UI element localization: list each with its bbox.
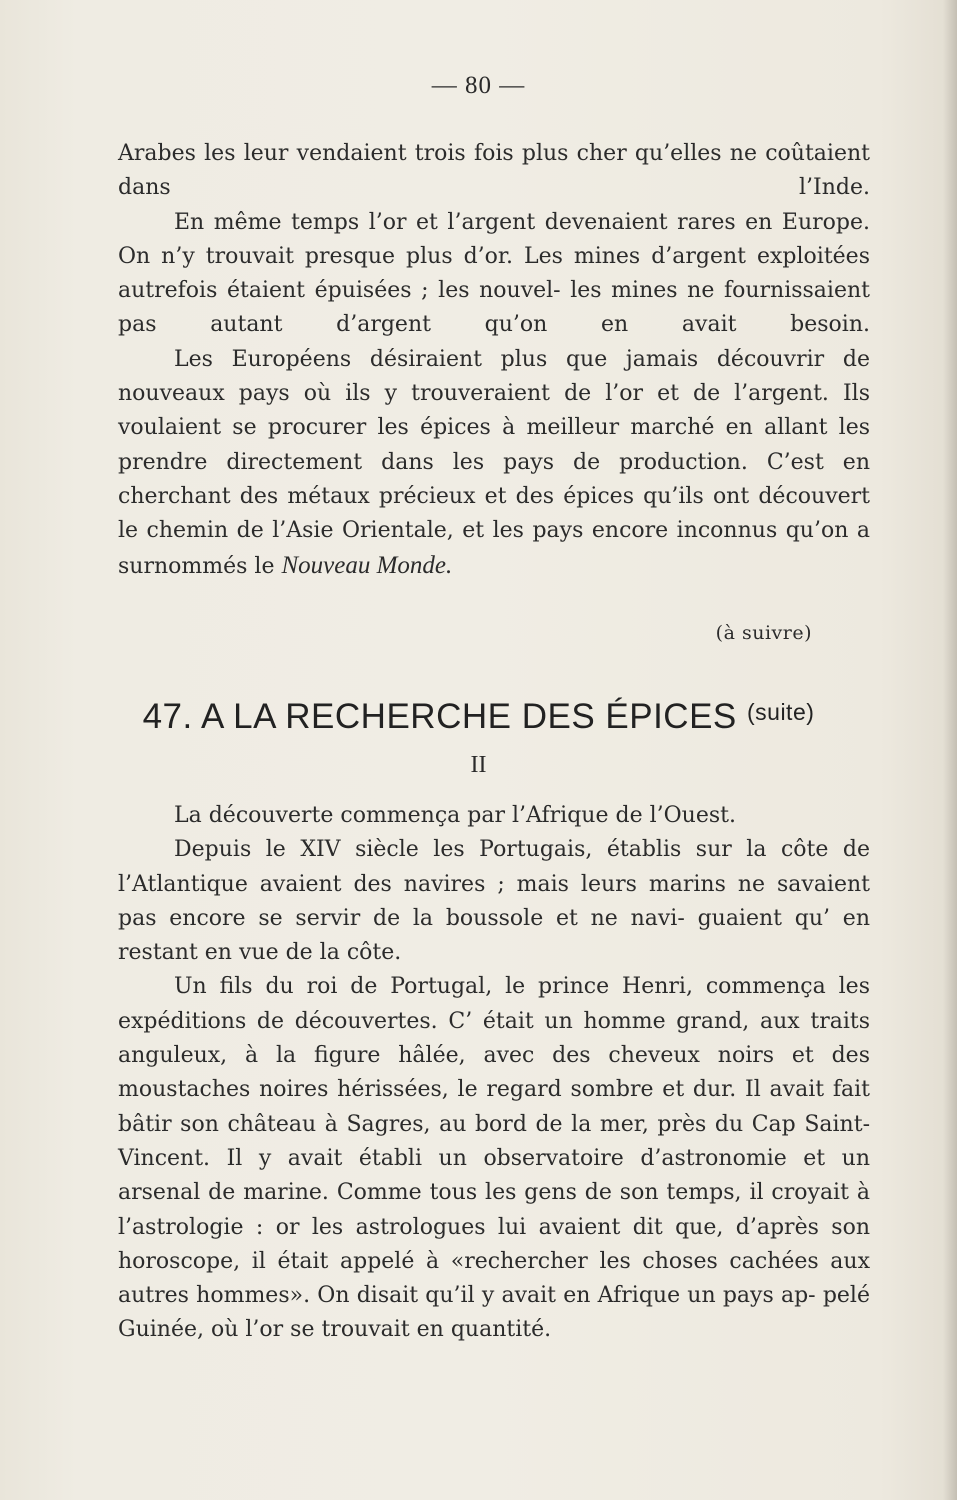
text-line: Arabes les leur vendaient trois fois plus cher qu’elles ne bbox=[118, 141, 757, 166]
text-line: encore inconnus qu’on a surnommés le bbox=[118, 518, 870, 579]
text-line: d’argent exploitées autrefois étaient épuisées ; les nouvel- bbox=[118, 243, 870, 304]
text-line: La découverte commença par l’Afrique de l’Ouest. bbox=[174, 803, 736, 828]
chapter-title: 47. A LA RECHERCHE DES ÉPICES bbox=[142, 697, 737, 736]
text-line: Depuis le XIV siècle les Portugais, établis sur la côte bbox=[174, 837, 829, 863]
text-line: guaient qu’ en restant en vue de la côte. bbox=[118, 905, 870, 966]
text-line: observatoire d’astronomie et un arsenal de marine. Comme bbox=[118, 1145, 871, 1206]
chapter-heading bbox=[0, 697, 957, 737]
text-line: pelé Guinée, où l’or se trouvait en quantité. bbox=[118, 1283, 870, 1343]
text-line: hommes». On disait qu’il y avait en Afrique un pays ap- bbox=[196, 1283, 816, 1309]
page-edge-shadow bbox=[943, 0, 957, 1500]
continuation-note: (à suivre) bbox=[715, 622, 812, 644]
text-line: les mines ne fournissaient pas autant d’argent qu’on en bbox=[118, 278, 870, 338]
paragraph bbox=[118, 799, 870, 833]
part-number: II bbox=[470, 752, 487, 778]
text-block-top bbox=[118, 137, 870, 584]
italic-book-term: Nouveau Monde. bbox=[281, 551, 453, 579]
text-line: coûtaient dans l’Inde. bbox=[118, 141, 870, 201]
text-block-bottom bbox=[118, 799, 870, 1348]
text-line: était appelé à «rechercher les choses cachées aux autres bbox=[118, 1248, 870, 1309]
text-line: de nouveaux pays où ils y trouveraient de l’or et de l’argent. bbox=[118, 346, 870, 407]
text-line: Ils voulaient se procurer les épices à meilleur marché en bbox=[118, 381, 870, 441]
text-line: la mer, près du Cap Saint-Vincent. Il y avait établi un bbox=[118, 1111, 870, 1171]
text-line: savaient pas encore se servir de la boussole et ne navi- bbox=[118, 871, 871, 931]
paragraph bbox=[118, 833, 870, 970]
text-line: C’est en cherchant des métaux précieux et des épices qu’ils bbox=[118, 449, 870, 509]
text-line: les expéditions de découvertes. C’ était un homme grand, bbox=[118, 974, 870, 1034]
text-line: ont découvert le chemin de l’Asie Orientale, et les pays bbox=[118, 483, 870, 544]
text-line: Les Européens désiraient plus que jamais découvrir bbox=[174, 346, 825, 372]
text-line: allant les prendre directement dans les pays de production. bbox=[118, 415, 870, 475]
paragraph bbox=[118, 970, 870, 1347]
text-line: Un fils du roi de Portugal, le prince Henri, commença bbox=[174, 974, 826, 1000]
page-number: — 80 — bbox=[431, 72, 526, 99]
paragraph bbox=[118, 137, 870, 206]
text-line: avait besoin. bbox=[681, 312, 870, 338]
paragraph bbox=[118, 343, 870, 584]
text-line: et dur. Il avait fait bâtir son château à Sagres, au bord de bbox=[118, 1077, 870, 1137]
chapter-suffix: (suite) bbox=[747, 699, 815, 725]
text-line: astrologues lui avaient dit que, d’après son horoscope, il bbox=[118, 1214, 870, 1274]
text-line: En même temps l’or et l’argent devenaient rares en bbox=[174, 209, 773, 235]
text-line: tous les gens de son temps, il croyait à l’astrologie : or les bbox=[118, 1180, 870, 1240]
paragraph bbox=[118, 206, 870, 343]
text-line: aux traits anguleux, à la figure hâlée, avec des cheveux bbox=[118, 1008, 870, 1069]
text-line: de l’Atlantique avaient des navires ; mais leurs marins ne bbox=[118, 837, 870, 897]
text-line: Europe. On n’y trouvait presque plus d’or. Les mines bbox=[118, 209, 870, 269]
text-line: noirs et des moustaches noires hérissées, le regard sombre bbox=[118, 1043, 870, 1103]
